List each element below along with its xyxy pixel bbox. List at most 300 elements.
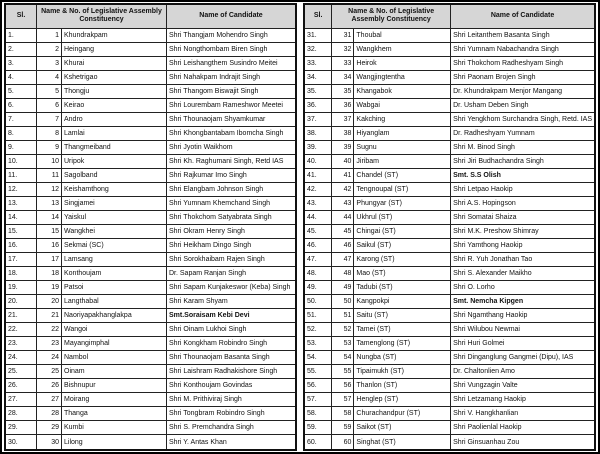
candidate-cell: Shri M. Prithiviraj Singh bbox=[167, 393, 297, 407]
constituency-name-cell: Tipaimukh (ST) bbox=[354, 365, 451, 379]
constituency-name-cell: Yaiskul bbox=[62, 210, 167, 224]
constituency-name-cell: Ukhrul (ST) bbox=[354, 210, 451, 224]
constituency-name-cell: Saikot (ST) bbox=[354, 421, 451, 435]
constituency-name-cell: Sugnu bbox=[354, 140, 451, 154]
sl-cell: 52. bbox=[304, 323, 332, 337]
table-row bbox=[5, 309, 296, 323]
constituency-no-cell: 3 bbox=[37, 56, 62, 70]
candidate-cell: Shri A.S. Hopingson bbox=[451, 196, 595, 210]
constituency-no-cell: 11 bbox=[37, 168, 62, 182]
table-row bbox=[304, 56, 595, 70]
table-row bbox=[5, 253, 296, 267]
sl-cell: 37. bbox=[304, 112, 332, 126]
candidate-cell: Shri Nongthombam Biren Singh bbox=[167, 42, 297, 56]
table-header bbox=[304, 4, 595, 28]
candidate-cell: Shri Oinam Lukhoi Singh bbox=[167, 323, 297, 337]
table-row bbox=[5, 421, 296, 435]
sl-cell: 45. bbox=[304, 224, 332, 238]
table-body-right bbox=[304, 28, 595, 450]
constituency-no-cell: 17 bbox=[37, 253, 62, 267]
candidate-cell: Smt.Soraisam Kebi Devi bbox=[167, 309, 297, 323]
table-row bbox=[304, 168, 595, 182]
candidate-cell: Shri Vungzagin Valte bbox=[451, 379, 595, 393]
constituency-no-cell: 58 bbox=[332, 407, 354, 421]
constituency-name-cell: Nambol bbox=[62, 351, 167, 365]
constituency-name-cell: Bishnupur bbox=[62, 379, 167, 393]
candidate-cell: Shri Leishangthem Susindro Meitei bbox=[167, 56, 297, 70]
sl-cell: 39. bbox=[304, 140, 332, 154]
constituency-no-cell: 12 bbox=[37, 182, 62, 196]
candidate-cell: Shri Paolienlal Haokip bbox=[451, 421, 595, 435]
table-row bbox=[5, 98, 296, 112]
candidate-cell: Shri S. Premchandra Singh bbox=[167, 421, 297, 435]
sl-cell: 43. bbox=[304, 196, 332, 210]
constituency-no-cell: 37 bbox=[332, 112, 354, 126]
candidate-cell: Shri Thangjam Mohendro Singh bbox=[167, 28, 297, 42]
candidate-cell: Shri R. Yuh Jonathan Tao bbox=[451, 253, 595, 267]
constituency-no-cell: 47 bbox=[332, 253, 354, 267]
table-row bbox=[304, 421, 595, 435]
constituency-no-cell: 8 bbox=[37, 126, 62, 140]
constituency-no-cell: 7 bbox=[37, 112, 62, 126]
constituency-name-cell: Andro bbox=[62, 112, 167, 126]
candidate-cell: Shri Paonam Brojen Singh bbox=[451, 70, 595, 84]
constituency-name-cell: Tengnoupal (ST) bbox=[354, 182, 451, 196]
table-row bbox=[304, 253, 595, 267]
constituency-no-cell: 9 bbox=[37, 140, 62, 154]
constituency-name-cell: Lamlai bbox=[62, 126, 167, 140]
candidate-cell: Shri O. Lorho bbox=[451, 281, 595, 295]
table-row bbox=[5, 435, 296, 450]
candidate-cell: Shri Leitanthem Basanta Singh bbox=[451, 28, 595, 42]
candidate-cell: Dr. Radheshyam Yumnam bbox=[451, 126, 595, 140]
constituency-name-cell: Kakching bbox=[354, 112, 451, 126]
sl-cell: 7. bbox=[5, 112, 37, 126]
candidate-cell: Shri Rajkumar Imo Singh bbox=[167, 168, 297, 182]
constituency-name-cell: Chingai (ST) bbox=[354, 224, 451, 238]
constituency-no-cell: 51 bbox=[332, 309, 354, 323]
constituency-name-cell: Henglep (ST) bbox=[354, 393, 451, 407]
candidate-cell: Shri Tongbram Robindro Singh bbox=[167, 407, 297, 421]
candidate-cell: Shri Jyotin Waikhom bbox=[167, 140, 297, 154]
table-row bbox=[304, 98, 595, 112]
constituency-name-cell: Tamei (ST) bbox=[354, 323, 451, 337]
sl-cell: 17. bbox=[5, 253, 37, 267]
sl-cell: 6. bbox=[5, 98, 37, 112]
sl-cell: 41. bbox=[304, 168, 332, 182]
candidate-cell: Shri Kongkham Robindro Singh bbox=[167, 337, 297, 351]
constituency-name-cell: Kshetrigao bbox=[62, 70, 167, 84]
candidate-cell: Shri Thangom Biswajit Singh bbox=[167, 84, 297, 98]
constituency-name-cell: Hiyanglam bbox=[354, 126, 451, 140]
constituency-no-cell: 38 bbox=[332, 126, 354, 140]
column-header-candidate: Name of Candidate bbox=[167, 4, 297, 28]
candidate-cell: Shri Karam Shyam bbox=[167, 295, 297, 309]
sl-cell: 42. bbox=[304, 182, 332, 196]
candidate-cell: Shri Letpao Haokip bbox=[451, 182, 595, 196]
table-row bbox=[5, 295, 296, 309]
constituency-name-cell: Khangabok bbox=[354, 84, 451, 98]
constituency-no-cell: 43 bbox=[332, 196, 354, 210]
sl-cell: 24. bbox=[5, 351, 37, 365]
sl-cell: 22. bbox=[5, 323, 37, 337]
sl-cell: 10. bbox=[5, 154, 37, 168]
constituency-no-cell: 10 bbox=[37, 154, 62, 168]
header-row bbox=[304, 4, 595, 28]
constituency-name-cell: Thoubal bbox=[354, 28, 451, 42]
constituency-name-cell: Nungba (ST) bbox=[354, 351, 451, 365]
table-row bbox=[304, 337, 595, 351]
candidate-cell: Shri Y. Antas Khan bbox=[167, 435, 297, 450]
table-row bbox=[304, 407, 595, 421]
table-row bbox=[304, 281, 595, 295]
constituency-no-cell: 35 bbox=[332, 84, 354, 98]
candidate-table-right bbox=[303, 3, 596, 451]
candidate-cell: Shri Sapam Kunjakeswor (Keba) Singh bbox=[167, 281, 297, 295]
constituency-name-cell: Keishamthong bbox=[62, 182, 167, 196]
constituency-no-cell: 50 bbox=[332, 295, 354, 309]
sl-cell: 18. bbox=[5, 267, 37, 281]
sl-cell: 21. bbox=[5, 309, 37, 323]
constituency-no-cell: 56 bbox=[332, 379, 354, 393]
constituency-no-cell: 30 bbox=[37, 435, 62, 450]
sl-cell: 53. bbox=[304, 337, 332, 351]
table-row bbox=[5, 337, 296, 351]
constituency-name-cell: Langthabal bbox=[62, 295, 167, 309]
constituency-no-cell: 5 bbox=[37, 84, 62, 98]
constituency-no-cell: 44 bbox=[332, 210, 354, 224]
constituency-no-cell: 54 bbox=[332, 351, 354, 365]
candidate-cell: Shri Okram Henry Singh bbox=[167, 224, 297, 238]
sl-cell: 50. bbox=[304, 295, 332, 309]
table-row bbox=[304, 84, 595, 98]
table-row bbox=[5, 224, 296, 238]
table-row bbox=[5, 323, 296, 337]
table-row bbox=[5, 281, 296, 295]
table-row bbox=[5, 196, 296, 210]
sl-cell: 56. bbox=[304, 379, 332, 393]
constituency-no-cell: 6 bbox=[37, 98, 62, 112]
constituency-name-cell: Wangkhei bbox=[62, 224, 167, 238]
candidate-cell: Shri Sorokhaibam Rajen Singh bbox=[167, 253, 297, 267]
table-row bbox=[304, 309, 595, 323]
constituency-name-cell: Wangoi bbox=[62, 323, 167, 337]
constituency-no-cell: 41 bbox=[332, 168, 354, 182]
sl-cell: 59. bbox=[304, 421, 332, 435]
candidate-cell: Shri Yumnam Nabachandra Singh bbox=[451, 42, 595, 56]
sl-cell: 11. bbox=[5, 168, 37, 182]
table-row bbox=[5, 407, 296, 421]
candidate-cell: Shri Wilubou Newmai bbox=[451, 323, 595, 337]
constituency-no-cell: 57 bbox=[332, 393, 354, 407]
sl-cell: 25. bbox=[5, 365, 37, 379]
constituency-no-cell: 49 bbox=[332, 281, 354, 295]
constituency-no-cell: 23 bbox=[37, 337, 62, 351]
table-row bbox=[304, 196, 595, 210]
candidate-cell: Dr. Usham Deben Singh bbox=[451, 98, 595, 112]
sl-cell: 15. bbox=[5, 224, 37, 238]
sl-cell: 23. bbox=[5, 337, 37, 351]
table-row bbox=[5, 365, 296, 379]
sl-cell: 27. bbox=[5, 393, 37, 407]
sl-cell: 13. bbox=[5, 196, 37, 210]
constituency-no-cell: 36 bbox=[332, 98, 354, 112]
sl-cell: 16. bbox=[5, 238, 37, 252]
constituency-no-cell: 53 bbox=[332, 337, 354, 351]
candidate-cell: Shri Thounaojam Basanta Singh bbox=[167, 351, 297, 365]
table-row bbox=[304, 379, 595, 393]
table-row bbox=[304, 393, 595, 407]
sl-cell: 33. bbox=[304, 56, 332, 70]
constituency-no-cell: 55 bbox=[332, 365, 354, 379]
constituency-name-cell: Wangkhem bbox=[354, 42, 451, 56]
constituency-name-cell: Oinam bbox=[62, 365, 167, 379]
sl-cell: 34. bbox=[304, 70, 332, 84]
constituency-name-cell: Heirok bbox=[354, 56, 451, 70]
table-row bbox=[5, 267, 296, 281]
candidate-cell: Shri V. Hangkhanlian bbox=[451, 407, 595, 421]
sl-cell: 26. bbox=[5, 379, 37, 393]
table-row bbox=[304, 210, 595, 224]
table-row bbox=[304, 238, 595, 252]
candidate-cell: Shri Thounaojam Shyamkumar bbox=[167, 112, 297, 126]
constituency-name-cell: Saitu (ST) bbox=[354, 309, 451, 323]
table-row bbox=[304, 154, 595, 168]
sl-cell: 5. bbox=[5, 84, 37, 98]
sl-cell: 38. bbox=[304, 126, 332, 140]
constituency-name-cell: Kangpokpi bbox=[354, 295, 451, 309]
constituency-no-cell: 26 bbox=[37, 379, 62, 393]
constituency-name-cell: Mayangimphal bbox=[62, 337, 167, 351]
table-row bbox=[5, 168, 296, 182]
table-row bbox=[5, 140, 296, 154]
header-row bbox=[5, 4, 296, 28]
constituency-no-cell: 15 bbox=[37, 224, 62, 238]
sl-cell: 44. bbox=[304, 210, 332, 224]
constituency-name-cell: Wabgai bbox=[354, 98, 451, 112]
table-row bbox=[304, 28, 595, 42]
candidate-table-left bbox=[4, 3, 297, 451]
table-row bbox=[5, 56, 296, 70]
candidate-cell: Smt. S.S Olish bbox=[451, 168, 595, 182]
candidate-cell: Shri Ngamthang Haokip bbox=[451, 309, 595, 323]
sl-cell: 1. bbox=[5, 28, 37, 42]
constituency-name-cell: Uripok bbox=[62, 154, 167, 168]
sl-cell: 2. bbox=[5, 42, 37, 56]
constituency-name-cell: Heingang bbox=[62, 42, 167, 56]
sl-cell: 46. bbox=[304, 238, 332, 252]
candidate-cell: Shri Yengkhom Surchandra Singh, Retd. IAS bbox=[451, 112, 595, 126]
sl-cell: 8. bbox=[5, 126, 37, 140]
table-header bbox=[5, 4, 296, 28]
constituency-no-cell: 31 bbox=[332, 28, 354, 42]
sl-cell: 48. bbox=[304, 267, 332, 281]
candidate-cell: Shri Elangbam Johnson Singh bbox=[167, 182, 297, 196]
constituency-name-cell: Churachandpur (ST) bbox=[354, 407, 451, 421]
table-row bbox=[304, 70, 595, 84]
constituency-name-cell: Sagolband bbox=[62, 168, 167, 182]
candidate-cell: Shri Heikham Dingo Singh bbox=[167, 238, 297, 252]
table-row bbox=[304, 140, 595, 154]
constituency-name-cell: Lamsang bbox=[62, 253, 167, 267]
sl-cell: 60. bbox=[304, 435, 332, 450]
sl-cell: 32. bbox=[304, 42, 332, 56]
sl-cell: 40. bbox=[304, 154, 332, 168]
sl-cell: 35. bbox=[304, 84, 332, 98]
constituency-name-cell: Tamenglong (ST) bbox=[354, 337, 451, 351]
sl-cell: 31. bbox=[304, 28, 332, 42]
sl-cell: 49. bbox=[304, 281, 332, 295]
candidate-cell: Shri Yumnam Khemchand Singh bbox=[167, 196, 297, 210]
column-header-sl: Sl. bbox=[304, 4, 332, 28]
constituency-no-cell: 19 bbox=[37, 281, 62, 295]
constituency-no-cell: 42 bbox=[332, 182, 354, 196]
table-row bbox=[5, 126, 296, 140]
constituency-name-cell: Singjamei bbox=[62, 196, 167, 210]
sl-cell: 28. bbox=[5, 407, 37, 421]
candidate-cell: Shri Thokchom Satyabrata Singh bbox=[167, 210, 297, 224]
constituency-name-cell: Moirang bbox=[62, 393, 167, 407]
constituency-no-cell: 14 bbox=[37, 210, 62, 224]
constituency-name-cell: Thangmeiband bbox=[62, 140, 167, 154]
constituency-name-cell: Wangjingtentha bbox=[354, 70, 451, 84]
candidate-cell: Shri Kh. Raghumani Singh, Retd IAS bbox=[167, 154, 297, 168]
constituency-name-cell: Mao (ST) bbox=[354, 267, 451, 281]
table-row bbox=[5, 154, 296, 168]
table-row bbox=[5, 393, 296, 407]
table-row bbox=[5, 238, 296, 252]
sl-cell: 47. bbox=[304, 253, 332, 267]
constituency-name-cell: Saikul (ST) bbox=[354, 238, 451, 252]
constituency-name-cell: Khurai bbox=[62, 56, 167, 70]
constituency-no-cell: 39 bbox=[332, 140, 354, 154]
constituency-name-cell: Chandel (ST) bbox=[354, 168, 451, 182]
constituency-name-cell: Thanga bbox=[62, 407, 167, 421]
constituency-no-cell: 22 bbox=[37, 323, 62, 337]
constituency-name-cell: Tadubi (ST) bbox=[354, 281, 451, 295]
constituency-name-cell: Phungyar (ST) bbox=[354, 196, 451, 210]
constituency-no-cell: 1 bbox=[37, 28, 62, 42]
sl-cell: 20. bbox=[5, 295, 37, 309]
constituency-no-cell: 45 bbox=[332, 224, 354, 238]
constituency-no-cell: 21 bbox=[37, 309, 62, 323]
constituency-name-cell: Patsoi bbox=[62, 281, 167, 295]
constituency-name-cell: Naoriyapakhanglakpa bbox=[62, 309, 167, 323]
table-row bbox=[5, 28, 296, 42]
constituency-no-cell: 33 bbox=[332, 56, 354, 70]
sl-cell: 58. bbox=[304, 407, 332, 421]
constituency-no-cell: 32 bbox=[332, 42, 354, 56]
table-row bbox=[5, 182, 296, 196]
table-row bbox=[5, 379, 296, 393]
candidate-cell: Shri Lourembam Rameshwor Meetei bbox=[167, 98, 297, 112]
constituency-no-cell: 34 bbox=[332, 70, 354, 84]
constituency-no-cell: 46 bbox=[332, 238, 354, 252]
constituency-no-cell: 18 bbox=[37, 267, 62, 281]
table-row bbox=[5, 210, 296, 224]
candidate-cell: Smt. Nemcha Kipgen bbox=[451, 295, 595, 309]
table-row bbox=[304, 295, 595, 309]
constituency-no-cell: 13 bbox=[37, 196, 62, 210]
constituency-name-cell: Konthoujam bbox=[62, 267, 167, 281]
sl-cell: 4. bbox=[5, 70, 37, 84]
constituency-no-cell: 52 bbox=[332, 323, 354, 337]
table-row bbox=[304, 323, 595, 337]
candidate-cell: Shri Konthoujam Govindas bbox=[167, 379, 297, 393]
candidate-cell: Shri Ginsuanhau Zou bbox=[451, 435, 595, 450]
column-header-sl: Sl. bbox=[5, 4, 37, 28]
sl-cell: 36. bbox=[304, 98, 332, 112]
table-row bbox=[304, 435, 595, 450]
sl-cell: 55. bbox=[304, 365, 332, 379]
candidate-cell: Shri Jiri Budhachandra Singh bbox=[451, 154, 595, 168]
table-row bbox=[5, 351, 296, 365]
candidate-cell: Shri Letzamang Haokip bbox=[451, 393, 595, 407]
candidate-cell: Shri Nahakpam Indrajit Singh bbox=[167, 70, 297, 84]
candidate-cell: Shri Laishram Radhakishore Singh bbox=[167, 365, 297, 379]
constituency-name-cell: Thongju bbox=[62, 84, 167, 98]
table-row bbox=[304, 182, 595, 196]
constituency-no-cell: 29 bbox=[37, 421, 62, 435]
candidate-cell: Shri Thokchom Radheshyam Singh bbox=[451, 56, 595, 70]
candidate-cell: Shri Somatai Shaiza bbox=[451, 210, 595, 224]
constituency-no-cell: 59 bbox=[332, 421, 354, 435]
table-row bbox=[304, 365, 595, 379]
table-row bbox=[304, 112, 595, 126]
constituency-no-cell: 28 bbox=[37, 407, 62, 421]
constituency-name-cell: Jiribam bbox=[354, 154, 451, 168]
candidate-cell: Shri Khongbantabam Ibomcha Singh bbox=[167, 126, 297, 140]
constituency-no-cell: 16 bbox=[37, 238, 62, 252]
table-row bbox=[5, 42, 296, 56]
constituency-name-cell: Thanlon (ST) bbox=[354, 379, 451, 393]
constituency-name-cell: Singhat (ST) bbox=[354, 435, 451, 450]
table-row bbox=[304, 42, 595, 56]
sl-cell: 12. bbox=[5, 182, 37, 196]
table-row bbox=[304, 224, 595, 238]
constituency-name-cell: Sekmai (SC) bbox=[62, 238, 167, 252]
sl-cell: 3. bbox=[5, 56, 37, 70]
table-body-left bbox=[5, 28, 296, 450]
constituency-no-cell: 25 bbox=[37, 365, 62, 379]
constituency-no-cell: 4 bbox=[37, 70, 62, 84]
constituency-no-cell: 20 bbox=[37, 295, 62, 309]
constituency-name-cell: Keirao bbox=[62, 98, 167, 112]
table-row bbox=[5, 84, 296, 98]
column-header-constituency: Name & No. of Legislative Assembly Constituency bbox=[332, 4, 451, 28]
candidate-cell: Dr. Chaltonlien Amo bbox=[451, 365, 595, 379]
candidate-cell: Shri Dinganglung Gangmei (Dipu), IAS bbox=[451, 351, 595, 365]
candidate-cell: Dr. Khundrakpam Menjor Mangang bbox=[451, 84, 595, 98]
table-row bbox=[304, 351, 595, 365]
sl-cell: 57. bbox=[304, 393, 332, 407]
sl-cell: 14. bbox=[5, 210, 37, 224]
constituency-no-cell: 40 bbox=[332, 154, 354, 168]
constituency-no-cell: 24 bbox=[37, 351, 62, 365]
constituency-no-cell: 60 bbox=[332, 435, 354, 450]
sl-cell: 19. bbox=[5, 281, 37, 295]
sl-cell: 51. bbox=[304, 309, 332, 323]
constituency-no-cell: 2 bbox=[37, 42, 62, 56]
table-row bbox=[5, 70, 296, 84]
candidate-cell: Shri S. Alexander Maikho bbox=[451, 267, 595, 281]
constituency-name-cell: Kumbi bbox=[62, 421, 167, 435]
table-row bbox=[304, 267, 595, 281]
constituency-name-cell: Karong (ST) bbox=[354, 253, 451, 267]
sl-cell: 9. bbox=[5, 140, 37, 154]
candidate-cell: Dr. Sapam Ranjan Singh bbox=[167, 267, 297, 281]
table-row bbox=[5, 112, 296, 126]
